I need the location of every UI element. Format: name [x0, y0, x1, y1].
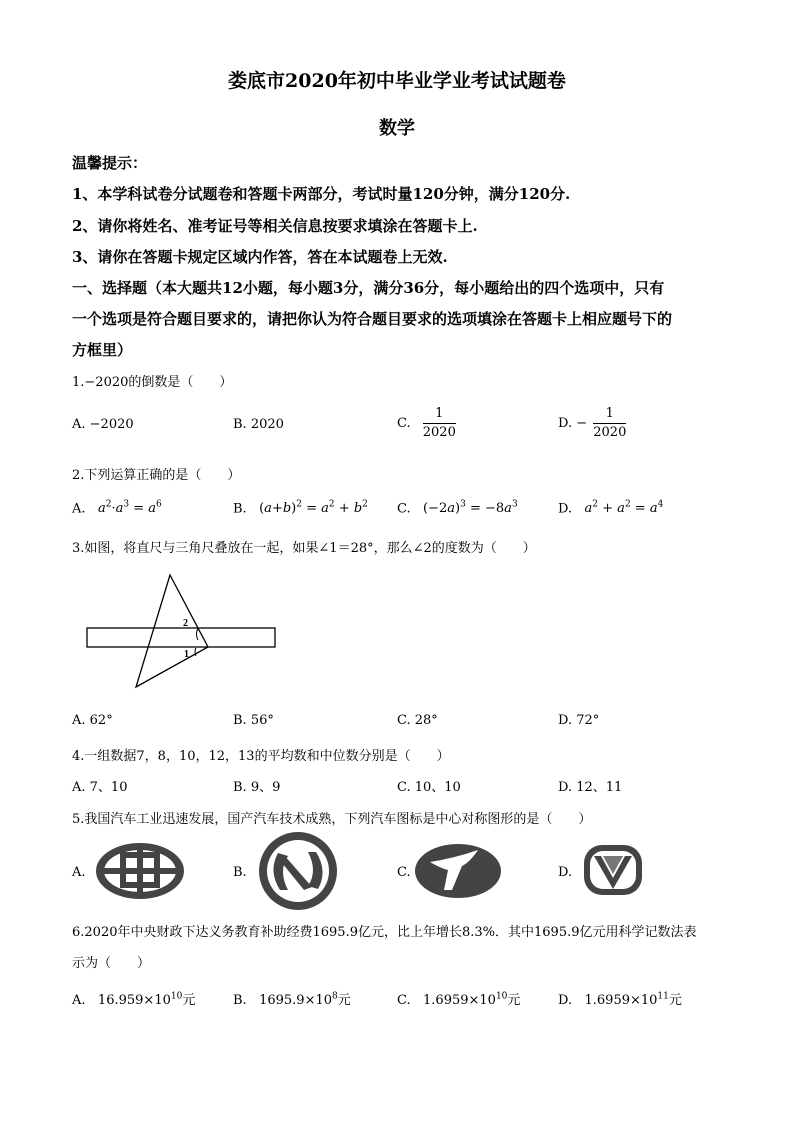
question-3-stem: 3.如图，将直尺与三角尺叠放在一起，如果∠1＝28°，那么∠2的度数为（ ） [72, 541, 536, 556]
math-expression: $(a+b)^2 = a^2 + b^2$ [250, 500, 368, 517]
question-6-option-b [233, 989, 351, 1008]
question-3-option-b: B. 56° [233, 713, 274, 728]
car-logo-c-icon [415, 844, 501, 898]
question-6-stem-line-2: 示为（ ） [72, 956, 151, 971]
question-6-option-a [72, 989, 195, 1008]
question-6-option-c [397, 989, 520, 1008]
option-label: B. [233, 501, 247, 517]
question-4-option-a: A. 7、10 [72, 780, 128, 795]
option-label: B. [233, 993, 247, 1008]
question-3-option-c: C. 28° [397, 713, 438, 728]
question-2-option-a [72, 500, 162, 516]
exam-title: 娄底市2020年初中毕业学业考试试题卷 [228, 70, 566, 92]
question-6-option-d [558, 989, 682, 1008]
question-5-option-a: A. [72, 865, 86, 880]
fraction-numerator: 1 [423, 405, 456, 424]
question-5-option-b: B. [233, 865, 247, 880]
fraction-denominator: 2020 [593, 425, 627, 440]
section-heading-line-3: 方框里） [72, 341, 133, 359]
question-3-option-a: A. 62° [72, 713, 113, 728]
question-5-stem: 5.我国汽车工业迅速发展，国产汽车技术成熟，下列汽车图标是中心对称图形的是（ ） [72, 812, 592, 827]
question-1-option-c [397, 405, 456, 442]
question-1-option-b: B. 2020 [233, 417, 284, 432]
math-expression: $(-2a)^3 = -8a^3$ [414, 500, 518, 517]
question-4-option-b: B. 9、9 [233, 780, 281, 795]
question-6-stem-line-1: 6.2020年中央财政下达义务教育补助经费1695.9亿元，比上年增长8.3%．其中1695.9亿元用科学记数法表 [72, 925, 697, 940]
option-label: D. [558, 993, 573, 1008]
option-d-label: D. − [558, 416, 588, 431]
option-label: A. [72, 501, 86, 517]
set-square [136, 575, 208, 687]
math-expression: $16.959\times 10^{10}$元 [89, 991, 196, 1008]
question-4-option-d: D. 12、11 [558, 780, 623, 795]
math-expression: $1695.9\times 10^8$元 [250, 991, 351, 1008]
question-4-option-c: C. 10、10 [397, 780, 461, 795]
question-1-option-d [558, 405, 626, 442]
angle-1-label: 1 [184, 649, 189, 660]
angle-2-label: 2 [183, 618, 188, 629]
option-label: A. [72, 993, 86, 1008]
question-1-option-a: A. −2020 [72, 417, 134, 432]
subject-title: 数学 [379, 118, 415, 139]
question-2-stem: 2.下列运算正确的是（ ） [72, 468, 241, 483]
question-2-option-b [233, 500, 368, 516]
question-2-option-d [558, 500, 663, 516]
fraction-numerator: 1 [593, 405, 626, 424]
fraction [423, 405, 456, 442]
section-heading-line-1: 一、选择题（本大题共12小题，每小题3分，满分36分，每小题给出的四个选项中，只有 [72, 279, 665, 297]
question-5-option-d: D. [558, 865, 573, 880]
math-expression: $a^2\cdot a^3 = a^6$ [97, 500, 162, 517]
ruler [87, 628, 275, 647]
car-logo-a-icon [96, 843, 184, 899]
question-5-option-c: C. [397, 865, 411, 880]
question-3-option-d: D. 72° [558, 713, 600, 728]
section-heading-line-2: 一个选项是符合题目要求的，请把你认为符合题目要求的选项填涂在答题卡上相应题号下的 [72, 310, 673, 328]
car-logo-b-icon [259, 832, 337, 910]
fraction-denominator: 2020 [422, 425, 456, 440]
option-label: D. [558, 501, 573, 517]
option-c-label: C. [397, 416, 411, 431]
option-label: C. [397, 993, 411, 1008]
option-label: C. [397, 501, 411, 517]
angle-2-arc [197, 628, 199, 640]
notice-item-1: 1、本学科试卷分试题卷和答题卡两部分，考试时量120分钟，满分120分. [72, 185, 571, 203]
angle-1-arc [195, 648, 196, 656]
notice-item-3: 3、请你在答题卡规定区域内作答，答在本试题卷上无效. [72, 248, 448, 266]
question-1-stem: 1.−2020的倒数是（ ） [72, 375, 233, 390]
question-2-option-c [397, 500, 518, 516]
car-logo-d-icon [584, 845, 642, 895]
math-expression: $1.6959\times 10^{10}$元 [414, 991, 521, 1008]
notice-item-2: 2、请你将姓名、准考证号等相关信息按要求填涂在答题卡上. [72, 217, 478, 235]
question-4-stem: 4.一组数据7，8，10，12，13的平均数和中位数分别是（ ） [72, 749, 450, 764]
notice-heading: 温馨提示： [72, 154, 148, 172]
fraction [593, 405, 626, 442]
math-expression: $1.6959\times 10^{11}$元 [576, 991, 682, 1008]
math-expression: $a^2 + a^2 = a^4$ [584, 500, 664, 517]
